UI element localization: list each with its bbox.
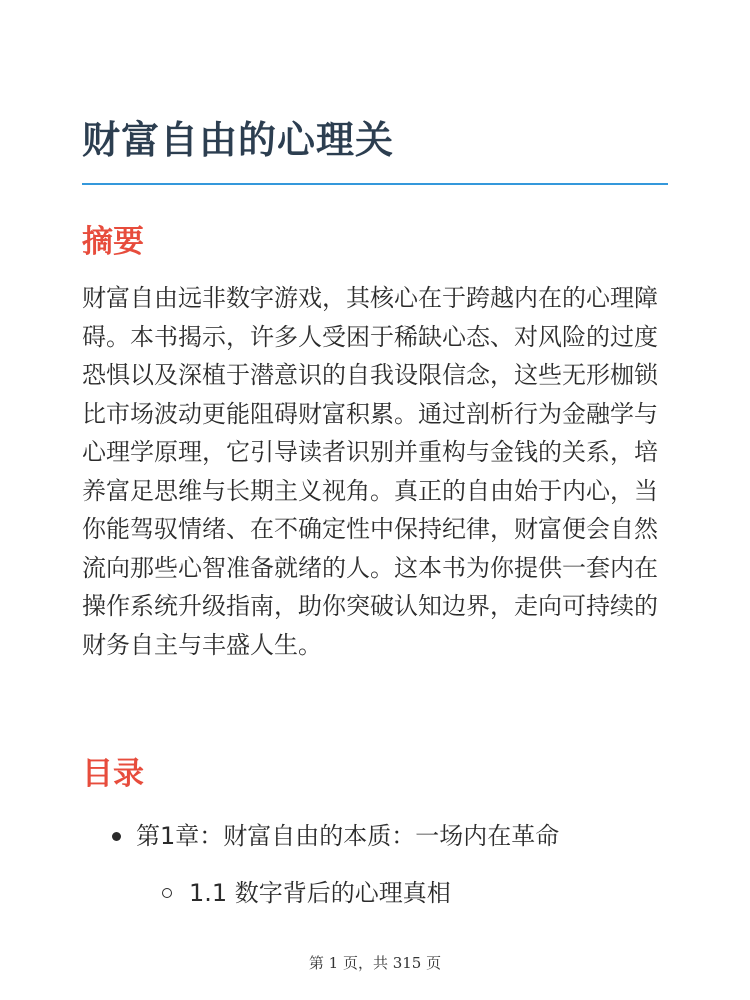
toc-heading: 目录: [82, 756, 144, 792]
toc-item-label: 第1章：财富自由的本质：一场内在革命: [136, 822, 560, 850]
abstract-heading: 摘要: [82, 224, 144, 260]
document-title: 财富自由的心理关: [82, 118, 395, 162]
abstract-paragraph: 财富自由远非数字游戏，其核心在于跨越内在的心理障碍。本书揭示，许多人受困于稀缺心态、对风险的过度恐惧以及深植于潜意识的自我设限信念，这些无形枷锁比市场波动更能阻碍财富积累。通过剖析行为金融学与心理学原理，它引导读者识别并重构与金钱的关系，培养富足思维与长期主义视角。真正的自由始于内心，当你能驾驭情绪、在不确定性中保持纪律，财富便会自然流向那些心智准备就绪的人。这本书为你提供一套内在操作系统升级指南，助你突破认知边界，走向可持续的财务自主与丰盛人生。: [82, 284, 658, 659]
bullet-circle-icon: [162, 888, 172, 898]
toc-item-chapter-1[interactable]: [112, 819, 559, 853]
toc-item-section-1-1[interactable]: [162, 876, 451, 910]
bullet-disc-icon: [112, 832, 121, 841]
page-number-footer: 第 1 页，共 315 页: [308, 954, 442, 972]
title-divider: [82, 183, 668, 185]
toc-item-label: 1.1 数字背后的心理真相: [189, 879, 451, 907]
